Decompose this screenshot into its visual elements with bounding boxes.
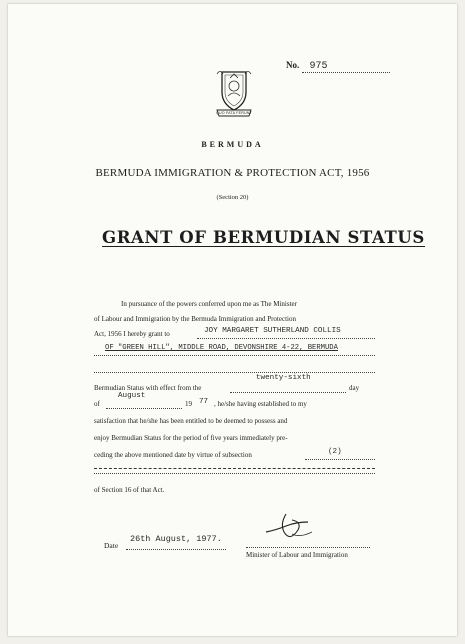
month-value: August — [118, 392, 146, 400]
certificate-page — [8, 4, 457, 636]
grantee-name: JOY MARGARET SUTHERLAND COLLIS — [204, 327, 341, 335]
month-fill-line — [106, 407, 182, 409]
subsection-value: (2) — [328, 448, 342, 456]
of-label: of — [94, 400, 100, 408]
section-16-text: of Section 16 of that Act. — [94, 486, 165, 494]
date-value: 26th August, 1977. — [130, 534, 222, 544]
year-value: 77 — [199, 398, 209, 406]
certificate-number-row — [286, 60, 390, 73]
date-label: Date — [104, 541, 119, 550]
subsection-fill-line — [305, 458, 375, 460]
section-reference: (Section 20) — [216, 194, 249, 201]
signatory-title: Minister of Labour and Immigration — [246, 551, 348, 559]
grantee-name-line — [197, 337, 375, 339]
grant-title: GRANT OF BERMUDIAN STATUS — [102, 228, 425, 247]
body-line-3-prefix: Act, 1956 I hereby grant to — [94, 330, 170, 338]
crest-banner-text: QUO FATA FERUNT — [215, 111, 252, 115]
struck-line-1 — [94, 467, 375, 469]
date-fill-line — [126, 548, 226, 550]
year-prefix: 19 — [185, 400, 192, 408]
grantee-address: OF "GREEN HILL", MIDDLE ROAD, DEVONSHIRE 4-22, BERMUDA — [105, 344, 338, 352]
body-line-1: In pursuance of the powers conferred upon me as The Minister — [121, 300, 297, 308]
body-line-2: of Labour and Immigration by the Bermuda Immigration and Protection — [94, 315, 296, 323]
signature-line — [246, 546, 370, 548]
number-label: No. — [286, 60, 300, 70]
subsection-line-prefix: ceding the above mentioned date by virtue of subsection — [94, 451, 252, 459]
having-established-text: , he/she having established to my — [214, 400, 307, 408]
day-fill-line — [230, 391, 346, 393]
blank-line — [94, 371, 375, 373]
certificate-number: 975 — [302, 61, 390, 73]
day-label: day — [349, 384, 360, 392]
enjoy-status-line: enjoy Bermudian Status for the period of five years immediately pre- — [94, 434, 288, 442]
grantee-address-line — [94, 354, 375, 356]
struck-line-fill — [94, 472, 375, 474]
minister-signature-icon — [262, 508, 322, 548]
act-title: BERMUDA IMMIGRATION & PROTECTION ACT, 1956 — [95, 167, 370, 179]
satisfaction-line: satisfaction that he/she has been entitled to be deemed to possess and — [94, 417, 288, 425]
effect-from-text: Bermudian Status with effect from the — [94, 384, 202, 392]
day-value: twenty-sixth — [256, 374, 311, 382]
country-heading: BERMUDA — [201, 140, 264, 149]
